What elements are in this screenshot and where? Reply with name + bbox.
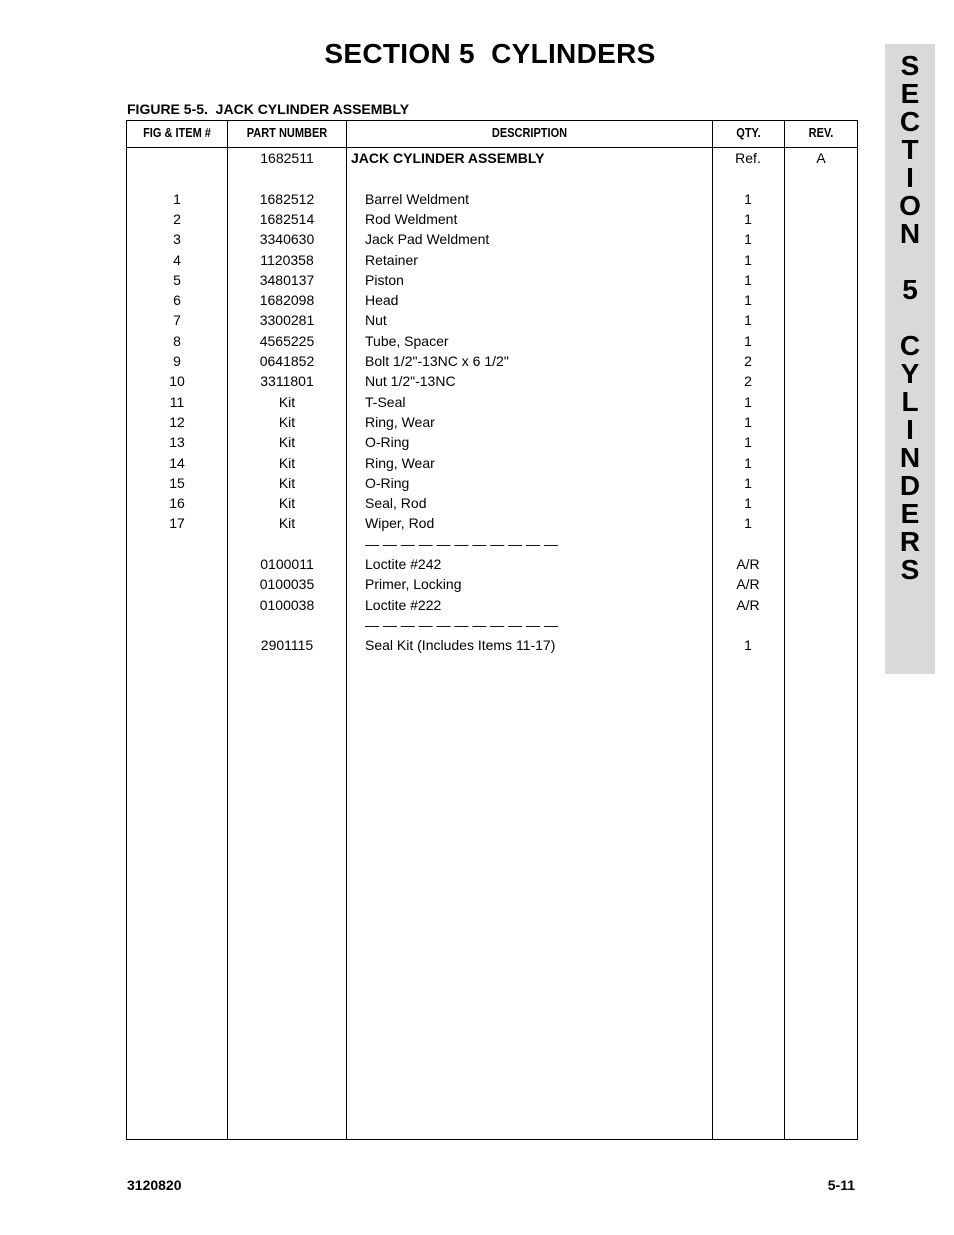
cell-item: 17 xyxy=(169,515,185,532)
cell-item: 8 xyxy=(173,332,181,349)
cell-description: Piston xyxy=(365,271,404,288)
cell-qty: A/R xyxy=(736,556,760,572)
cell-part-number: Kit xyxy=(278,434,296,451)
cell-item: 9 xyxy=(173,353,181,369)
table-row xyxy=(127,574,857,594)
table-row xyxy=(127,635,857,655)
cell-qty: 1 xyxy=(744,413,752,430)
side-tab-letter: I xyxy=(906,414,914,445)
cell-qty: 1 xyxy=(744,292,752,309)
table-row xyxy=(127,148,857,168)
cell-part-number: 2901115 xyxy=(260,637,314,654)
cell-part-number: 1682098 xyxy=(259,292,315,309)
side-tab-letter: C xyxy=(899,330,921,361)
table-row xyxy=(127,412,857,432)
cell-qty: 1 xyxy=(744,515,752,532)
table-row xyxy=(127,554,857,574)
cell-item: 15 xyxy=(169,474,185,491)
cell-description: JACK CYLINDER ASSEMBLY xyxy=(351,150,545,166)
header-rev: REV. xyxy=(808,126,834,140)
table-row xyxy=(127,432,857,452)
side-tab-letter: N xyxy=(899,218,921,249)
cell-qty: A/R xyxy=(736,576,760,593)
side-tab-letter: S xyxy=(900,554,920,585)
cell-item: 2 xyxy=(173,210,181,227)
cell-item: 5 xyxy=(173,271,181,288)
side-tab-letter: L xyxy=(901,386,919,417)
side-tab-letter: C xyxy=(899,106,921,137)
header-description: DESCRIPTION xyxy=(491,126,568,140)
cell-description: Head xyxy=(365,292,399,309)
cell-qty: 1 xyxy=(744,251,752,268)
side-tab-letter: E xyxy=(900,78,920,109)
cell-description: Bolt 1/2"-13NC x 6 1/2" xyxy=(365,353,509,369)
cell-qty: Ref. xyxy=(735,150,761,166)
table-row xyxy=(127,513,857,533)
cell-qty: 2 xyxy=(744,373,752,390)
page-number: 5-11 xyxy=(827,1177,855,1193)
table-row xyxy=(127,595,857,615)
cell-qty: 1 xyxy=(744,454,752,471)
cell-part-number: 0100035 xyxy=(259,576,315,593)
side-tab-letter: S xyxy=(900,50,920,81)
side-tab-letter: I xyxy=(906,162,914,193)
cell-part-number: 3480137 xyxy=(259,271,315,288)
table-row xyxy=(127,290,857,310)
cell-qty: 1 xyxy=(744,474,752,491)
cell-qty: A/R xyxy=(736,596,760,613)
cell-part-number: Kit xyxy=(278,495,296,512)
cell-description: Loctite #222 xyxy=(365,596,442,613)
table-row xyxy=(127,270,857,290)
cell-item: 3 xyxy=(173,231,181,248)
cell-part-number: Kit xyxy=(278,393,296,410)
cell-item: 6 xyxy=(173,292,181,309)
cell-description: Retainer xyxy=(365,251,418,268)
page-title: SECTION 5 CYLINDERS xyxy=(324,38,656,69)
table-row xyxy=(127,189,857,209)
cell-qty: 2 xyxy=(744,353,752,369)
side-tab-letter: O xyxy=(899,190,921,221)
table-row xyxy=(127,310,857,330)
side-tab-letter: E xyxy=(900,498,920,529)
cell-part-number: 0641852 xyxy=(259,353,315,369)
cell-description: O-Ring xyxy=(365,434,410,451)
side-tab-letter: 5 xyxy=(902,274,918,305)
cell-item: 10 xyxy=(169,373,185,390)
cell-description: Tube, Spacer xyxy=(365,332,449,349)
table-row xyxy=(127,229,857,249)
cell-description: Barrel Weldment xyxy=(365,190,470,207)
cell-item: 13 xyxy=(169,434,185,451)
section-side-tab xyxy=(885,44,935,674)
table-row xyxy=(127,351,857,371)
cell-part-number: Kit xyxy=(278,515,296,532)
cell-part-number: 1120358 xyxy=(260,251,314,268)
cell-qty: 1 xyxy=(744,231,752,248)
table-row xyxy=(127,615,857,635)
header-fig-item: FIG & ITEM # xyxy=(143,126,211,140)
cell-part-number: 3300281 xyxy=(259,312,315,329)
cell-item: 11 xyxy=(169,393,185,410)
cell-part-number: 1682512 xyxy=(259,190,315,207)
cell-part-number: 0100011 xyxy=(260,556,314,572)
side-tab-letter: R xyxy=(899,526,921,557)
side-tab-letter: T xyxy=(901,134,919,165)
side-tab-letter: D xyxy=(899,470,921,501)
cell-item: 1 xyxy=(173,190,181,207)
cell-rev: A xyxy=(816,150,826,166)
cell-description: Jack Pad Weldment xyxy=(365,231,490,248)
cell-qty: 1 xyxy=(744,434,752,451)
cell-description: Loctite #242 xyxy=(365,556,442,572)
side-tab-letter: Y xyxy=(900,358,920,389)
cell-description: T-Seal xyxy=(365,393,406,410)
header-part-number: PART NUMBER xyxy=(246,126,328,140)
cell-part-number: 4565225 xyxy=(259,332,315,349)
cell-part-number: 1682511 xyxy=(260,150,314,166)
cell-qty: 1 xyxy=(744,190,752,207)
cell-description: Nut 1/2"-13NC xyxy=(365,373,456,390)
cell-item: 7 xyxy=(173,312,181,329)
cell-description: O-Ring xyxy=(365,474,410,491)
cell-description: — — — — — — — — — — — xyxy=(365,616,558,633)
cell-qty: 1 xyxy=(744,495,752,512)
cell-description: Wiper, Rod xyxy=(365,515,435,532)
cell-description: Ring, Wear xyxy=(365,454,435,471)
cell-item: 12 xyxy=(169,413,185,430)
header-qty: QTY. xyxy=(736,126,761,140)
cell-description: — — — — — — — — — — — xyxy=(365,535,558,552)
table-row xyxy=(127,453,857,473)
cell-qty: 1 xyxy=(744,393,752,410)
cell-qty: 1 xyxy=(744,210,752,227)
table-row xyxy=(127,371,857,391)
cell-qty: 1 xyxy=(744,332,752,349)
side-tab-letter: N xyxy=(899,442,921,473)
cell-description: Nut xyxy=(365,312,387,329)
table-row xyxy=(127,473,857,493)
cell-item: 14 xyxy=(169,454,185,471)
table-row xyxy=(127,250,857,270)
cell-description: Ring, Wear xyxy=(365,413,435,430)
parts-table xyxy=(126,120,858,1140)
cell-part-number: 3340630 xyxy=(259,231,315,248)
cell-description: Primer, Locking xyxy=(365,576,462,593)
table-row xyxy=(127,493,857,513)
cell-part-number: Kit xyxy=(278,413,296,430)
cell-part-number: 1682514 xyxy=(259,210,315,227)
cell-description: Rod Weldment xyxy=(365,210,458,227)
cell-item: 16 xyxy=(169,495,185,512)
cell-part-number: Kit xyxy=(278,474,296,491)
table-row xyxy=(127,209,857,229)
cell-qty: 1 xyxy=(744,637,752,654)
cell-part-number: Kit xyxy=(278,454,296,471)
table-row xyxy=(127,331,857,351)
cell-part-number: 3311801 xyxy=(260,373,314,390)
cell-description: Seal Kit (Includes Items 11-17) xyxy=(365,637,556,654)
cell-item: 4 xyxy=(173,251,181,268)
figure-title: FIGURE 5-5. JACK CYLINDER ASSEMBLY xyxy=(127,101,410,117)
table-header xyxy=(127,121,857,148)
table-row xyxy=(127,392,857,412)
cell-qty: 1 xyxy=(744,312,752,329)
table-row xyxy=(127,534,857,554)
doc-number: 3120820 xyxy=(127,1177,182,1193)
cell-description: Seal, Rod xyxy=(365,495,427,512)
cell-part-number: 0100038 xyxy=(259,596,315,613)
cell-qty: 1 xyxy=(744,271,752,288)
